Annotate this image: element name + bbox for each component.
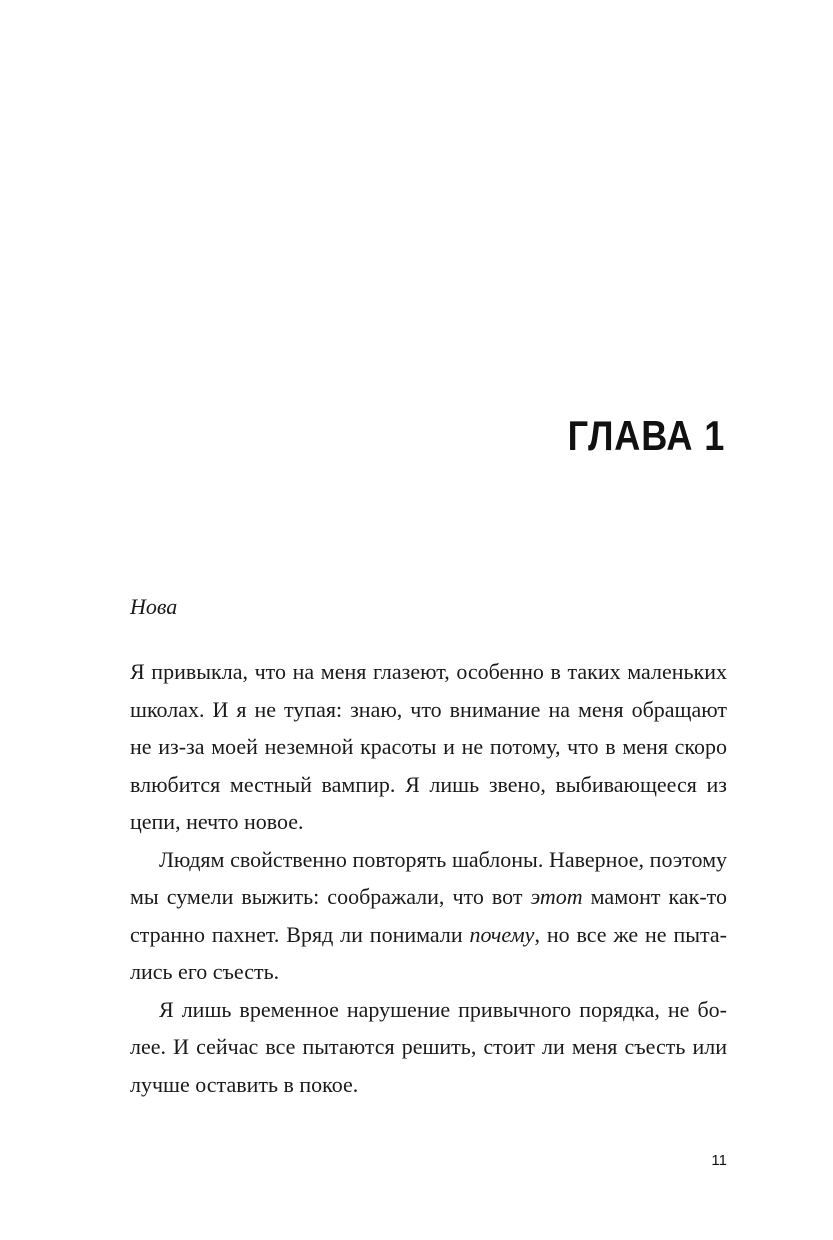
text-fragment: мы сумели выжить: соображали, что вот xyxy=(130,884,531,909)
page-number: 11 xyxy=(711,1152,727,1169)
emphasized-word: почему xyxy=(469,921,535,947)
chapter-title: ГЛАВА 1 xyxy=(567,412,725,459)
text-line: школах. И я не тупая: знаю, что внимание на меня обращают xyxy=(130,696,727,722)
text-fragment: , но все же не пыта- xyxy=(534,921,727,947)
text-fragment: мамонт как-то xyxy=(582,884,727,909)
text-line: Я привыкла, что на меня глазеют, особенно в таких маленьких xyxy=(130,659,727,684)
text-line: Людям свойственно повторять шаблоны. Наверное, поэтому xyxy=(159,846,727,872)
text-line: лее. И сейчас все пытаются решить, стоит ли меня съесть или xyxy=(130,1034,727,1059)
body-text xyxy=(130,653,727,1103)
text-line: лучше оставить в покое. xyxy=(130,1071,359,1097)
narrator-name: Нова xyxy=(130,594,178,619)
text-line xyxy=(130,878,727,916)
paragraph-3 xyxy=(130,991,727,1104)
emphasized-word: этот xyxy=(530,884,583,909)
paragraph-2 xyxy=(130,841,727,991)
text-line: влюбится местный вампир. Я лишь звено, выбивающееся из xyxy=(130,771,727,797)
paragraph-1 xyxy=(130,653,727,841)
text-line xyxy=(130,916,727,954)
text-line: лись его съесть. xyxy=(130,959,280,984)
text-line: цепи, нечто новое. xyxy=(130,809,304,834)
text-line: Я лишь временное нарушение привычного порядка, не бо- xyxy=(159,996,727,1022)
text-line: не из-за моей неземной красоты и не потому, что в меня скоро xyxy=(130,734,727,759)
text-fragment: странно пахнет. Вряд ли понимали xyxy=(130,921,470,947)
